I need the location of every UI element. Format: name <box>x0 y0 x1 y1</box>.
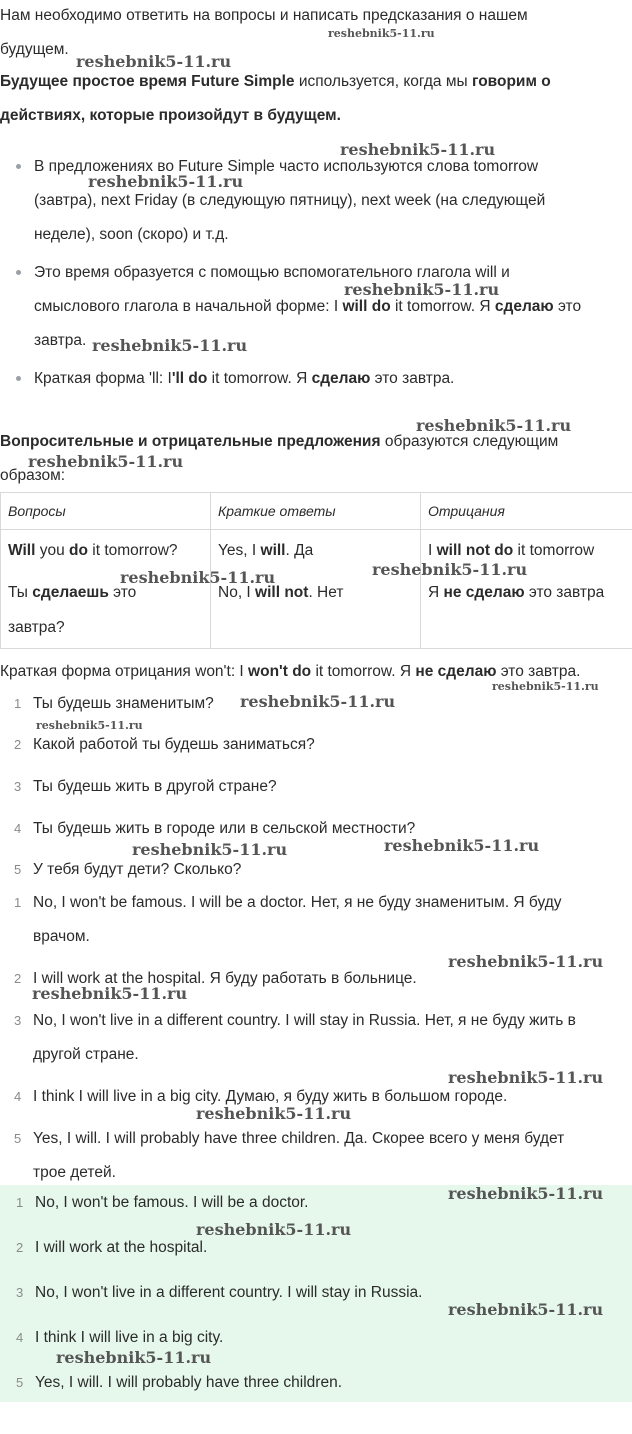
item-line: врачом. <box>33 928 90 945</box>
table-header: Отрицания <box>421 493 632 530</box>
text: это завтра. <box>370 370 455 387</box>
item-text: I will work at the hospital. <box>35 1239 208 1256</box>
list-item <box>2 1236 628 1281</box>
table-cell-negations <box>421 530 632 649</box>
text: это <box>108 584 137 601</box>
text: Краткая форма 'll: I <box>34 370 172 387</box>
watermark: reshebnik5-11.ru <box>56 1348 212 1367</box>
bullet-item <box>0 150 628 252</box>
watermark: reshebnik5-11.ru <box>344 280 500 299</box>
text-bold: do <box>69 542 88 559</box>
bullet-line: неделе), soon (скоро) и т.д. <box>34 226 229 243</box>
rule-bold-2: действиях, которые произойдут в будущем. <box>0 107 341 124</box>
item-line: I think I will live in a big city. Думаю, я буду жить в большом городе. <box>33 1088 508 1105</box>
item-line: другой стране. <box>33 1046 139 1063</box>
text: No, I <box>218 584 256 601</box>
text: смыслового глагола в начальной форме: I <box>34 298 343 315</box>
watermark: reshebnik5-11.ru <box>492 680 599 693</box>
item-number: 4 <box>16 1330 24 1345</box>
text: it tomorrow. Я <box>390 298 495 315</box>
cell-line <box>8 530 203 572</box>
text-bold: сделаешь <box>32 584 109 601</box>
text-bold: will not <box>255 584 309 601</box>
item-number: 2 <box>16 1240 24 1255</box>
rule-line-2 <box>0 106 628 126</box>
text-bold: will not do <box>436 542 514 559</box>
text: it tomorrow <box>513 542 595 559</box>
item-number: 4 <box>14 1089 22 1104</box>
watermark: reshebnik5-11.ru <box>448 1068 604 1087</box>
interrogative-line-1 <box>0 432 628 452</box>
item-line: Yes, I will. I will probably have three children. Да. Скорее всего у меня будет <box>33 1130 565 1147</box>
bullet-line <box>34 290 628 324</box>
item-line: No, I won't live in a different country. I will stay in Russia. Нет, я не буду жить в <box>33 1012 576 1029</box>
bullet-dot <box>16 270 21 275</box>
item-text: Ты будешь жить в городе или в сельской местности? <box>33 820 416 837</box>
text: Ты <box>8 584 33 601</box>
item-text: Ты будешь жить в другой стране? <box>33 778 277 795</box>
text: это <box>553 298 582 315</box>
answers-list <box>0 886 628 1190</box>
item-line: No, I won't be famous. I will be a doctor. Нет, я не буду знаменитым. Я буду <box>33 894 562 911</box>
watermark: reshebnik5-11.ru <box>32 984 188 1003</box>
text: Yes, I <box>218 542 261 559</box>
item-number: 1 <box>14 696 22 711</box>
text-bold: won't do <box>248 663 312 680</box>
table-header: Краткие ответы <box>211 493 421 530</box>
text: это завтра <box>524 584 605 601</box>
text-bold: Will <box>8 542 36 559</box>
text: . Нет <box>308 584 344 601</box>
watermark: reshebnik5-11.ru <box>132 840 288 859</box>
item-text: Какой работой ты будешь заниматься? <box>33 736 315 753</box>
rule-term: Будущее простое время Future Simple <box>0 73 295 90</box>
item-text: У тебя будут дети? Сколько? <box>33 861 242 878</box>
intro-line-2: будущем. <box>0 41 69 58</box>
rule-bold: говорим о <box>471 73 551 90</box>
text-bold: не сделаю <box>415 663 497 680</box>
item-number: 5 <box>14 1131 22 1146</box>
interrogative-line-2: образом: <box>0 467 66 484</box>
item-number: 2 <box>14 737 22 752</box>
item-text: I think I will live in a big city. <box>35 1329 224 1346</box>
table-header: Вопросы <box>1 493 211 530</box>
item-number: 3 <box>14 1013 22 1028</box>
watermark: reshebnik5-11.ru <box>120 568 276 587</box>
text: Я <box>428 584 444 601</box>
text-bold: 'll do <box>171 370 208 387</box>
watermark: reshebnik5-11.ru <box>92 336 248 355</box>
text-bold: will <box>260 542 286 559</box>
watermark: reshebnik5-11.ru <box>372 560 528 579</box>
item-line: I will work at the hospital. Я буду работать в больнице. <box>33 970 417 987</box>
watermark: reshebnik5-11.ru <box>88 172 244 191</box>
text-bold: не сделаю <box>443 584 525 601</box>
item-line: трое детей. <box>33 1164 116 1181</box>
watermark: reshebnik5-11.ru <box>448 1300 604 1319</box>
watermark: reshebnik5-11.ru <box>328 27 435 40</box>
item-number: 3 <box>14 779 22 794</box>
item-number: 5 <box>14 862 22 877</box>
watermark: reshebnik5-11.ru <box>448 952 604 971</box>
intro-line-1: Нам необходимо ответить на вопросы и написать предсказания о нашем <box>0 7 528 24</box>
text-bold: сделаю <box>494 298 554 315</box>
item-number: 3 <box>16 1285 24 1300</box>
short-negative-line <box>0 662 628 682</box>
item-text: Yes, I will. I will probably have three children. <box>35 1374 342 1391</box>
watermark: reshebnik5-11.ru <box>448 1184 604 1203</box>
grammar-table <box>0 492 632 649</box>
cell-line: завтра? <box>8 619 65 636</box>
item-number: 5 <box>16 1375 24 1390</box>
interrogative-text: образуются следующим <box>380 433 559 450</box>
interrogative-bold: Вопросительные и отрицательные предложения <box>0 433 381 450</box>
text-bold: сделаю <box>311 370 371 387</box>
watermark: reshebnik5-11.ru <box>340 140 496 159</box>
bullet-line: завтра. <box>34 332 87 349</box>
text: you <box>35 542 70 559</box>
table-cell-answers <box>211 530 421 649</box>
item-text: No, I won't live in a different country. I will stay in Russia. <box>35 1284 423 1301</box>
watermark: reshebnik5-11.ru <box>36 719 143 732</box>
watermark: reshebnik5-11.ru <box>28 452 184 471</box>
list-item <box>0 778 628 820</box>
item-number: 2 <box>14 971 22 986</box>
bullet-line: В предложениях во Future Simple часто используются слова tomorrow <box>34 158 539 175</box>
list-item <box>0 886 628 962</box>
watermark: reshebnik5-11.ru <box>196 1220 352 1239</box>
text: Краткая форма отрицания won't: I <box>0 663 249 680</box>
item-text: Ты будешь знаменитым? <box>33 695 214 712</box>
text: I <box>428 542 437 559</box>
watermark: reshebnik5-11.ru <box>76 52 232 71</box>
table-header-row <box>1 493 632 530</box>
text: это завтра. <box>496 663 581 680</box>
bullet-dot <box>16 376 21 381</box>
bullet-line: Это время образуется с помощью вспомогательного глагола will и <box>34 264 510 281</box>
text: it tomorrow? <box>87 542 178 559</box>
watermark: reshebnik5-11.ru <box>416 416 572 435</box>
list-item <box>2 1371 628 1401</box>
text: it tomorrow. Я <box>207 370 312 387</box>
bullet-dot <box>16 164 21 169</box>
item-number: 1 <box>16 1195 24 1210</box>
list-item <box>0 1122 628 1190</box>
rule-text: используется, когда мы <box>294 73 472 90</box>
text-bold: will do <box>342 298 391 315</box>
watermark: reshebnik5-11.ru <box>384 836 540 855</box>
watermark: reshebnik5-11.ru <box>196 1104 352 1123</box>
item-text: No, I won't be famous. I will be a doctor. <box>35 1194 309 1211</box>
text: . Да <box>285 542 314 559</box>
english-answers-panel <box>0 1185 632 1402</box>
item-number: 1 <box>14 895 22 910</box>
item-number: 4 <box>14 821 22 836</box>
text: it tomorrow. Я <box>311 663 416 680</box>
bullet-line <box>34 362 628 396</box>
bullet-line: (завтра), next Friday (в следующую пятницу), next week (на следующей <box>34 192 546 209</box>
table-cell-questions <box>1 530 211 649</box>
watermark: reshebnik5-11.ru <box>240 692 396 711</box>
bullet-item <box>0 362 628 396</box>
table-row <box>1 530 632 649</box>
list-item <box>0 736 628 778</box>
rule-line-1 <box>0 72 628 92</box>
